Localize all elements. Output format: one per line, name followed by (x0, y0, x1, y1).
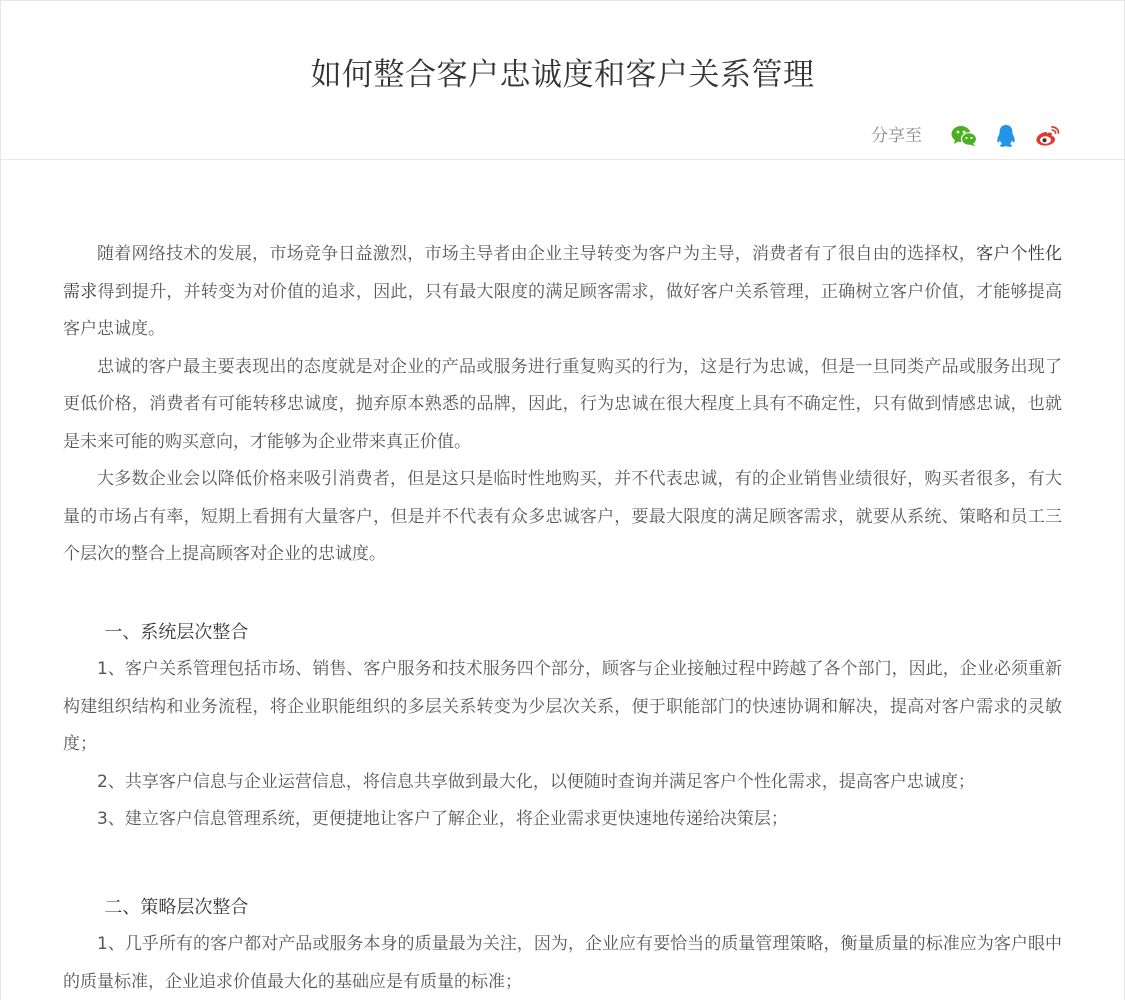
section-item: 1、几乎所有的客户都对产品或服务本身的质量最为关注，因为，企业应有要恰当的质量管理策略，衡量质量的标准应为客户眼中的质量标准，企业追求价值最大化的基础应是有质量的标准； (63, 934, 1062, 992)
share-bar (871, 121, 1062, 151)
highlighted-phrase: 客户个性化需求 (63, 244, 1063, 302)
article-header (1, 1, 1124, 160)
section-item: 1、客户关系管理包括市场、销售、客户服务和技术服务四个部分，顾客与企业接触过程中跨越了各个部门，因此，企业必须重新构建组织结构和业务流程，将企业职能组织的多层关系转变为少层次关系，便于职能部门的快速协调和解决，提高对客户需求的灵敏度； (63, 659, 1062, 754)
weibo-icon[interactable] (1034, 122, 1062, 150)
qq-icon[interactable] (992, 122, 1020, 150)
intro-paragraph-3: 大多数企业会以降低价格来吸引消费者，但是这只是临时性地购买，并不代表忠诚，有的企业销售业绩很好，购买者很多，有大量的市场占有率，短期上看拥有大量客户，但是并不代表有众多忠诚客户，要最大限度的满足顾客需求，就要从系统、策略和员工三个层次的整合上提高顾客对企业的忠诚度。 (63, 469, 1062, 564)
intro-paragraph-2: 忠诚的客户最主要表现出的态度就是对企业的产品或服务进行重复购买的行为，这是行为忠诚，但是一旦同类产品或服务出现了更低价格，消费者有可能转移忠诚度，抛弃原本熟悉的品牌，因此，行为忠诚在很大程度上具有不确定性，只有做到情感忠诚，也就是未来可能的购买意向，才能够为企业带来真正价值。 (63, 356, 1062, 452)
article-body (63, 236, 1062, 1000)
wechat-icon[interactable] (950, 122, 978, 150)
section-heading-system: 一、系统层次整合 (104, 621, 249, 643)
share-label: 分享至 (871, 126, 922, 146)
intro-paragraph-1: 随着网络技术的发展，市场竞争日益激烈，市场主导者由企业主导转变为客户为主导，消费者有了很自由的选择权，客户个性化需求得到提升，并转变为对价值的追求，因此，只有最大限度的满足顾客需求，做好客户关系管理，正确树立客户价值，才能够提高客户忠诚度。 (63, 244, 1063, 339)
article-title: 如何整合客户忠诚度和客户关系管理 (310, 57, 815, 93)
section-item: 2、共享客户信息与企业运营信息，将信息共享做到最大化，以便随时查询并满足客户个性化需求，提高客户忠诚度； (97, 771, 975, 792)
section-heading-strategy: 二、策略层次整合 (104, 896, 249, 918)
section-item: 3、建立客户信息管理系统，更便捷地让客户了解企业，将企业需求更快速地传递给决策层； (97, 809, 788, 829)
